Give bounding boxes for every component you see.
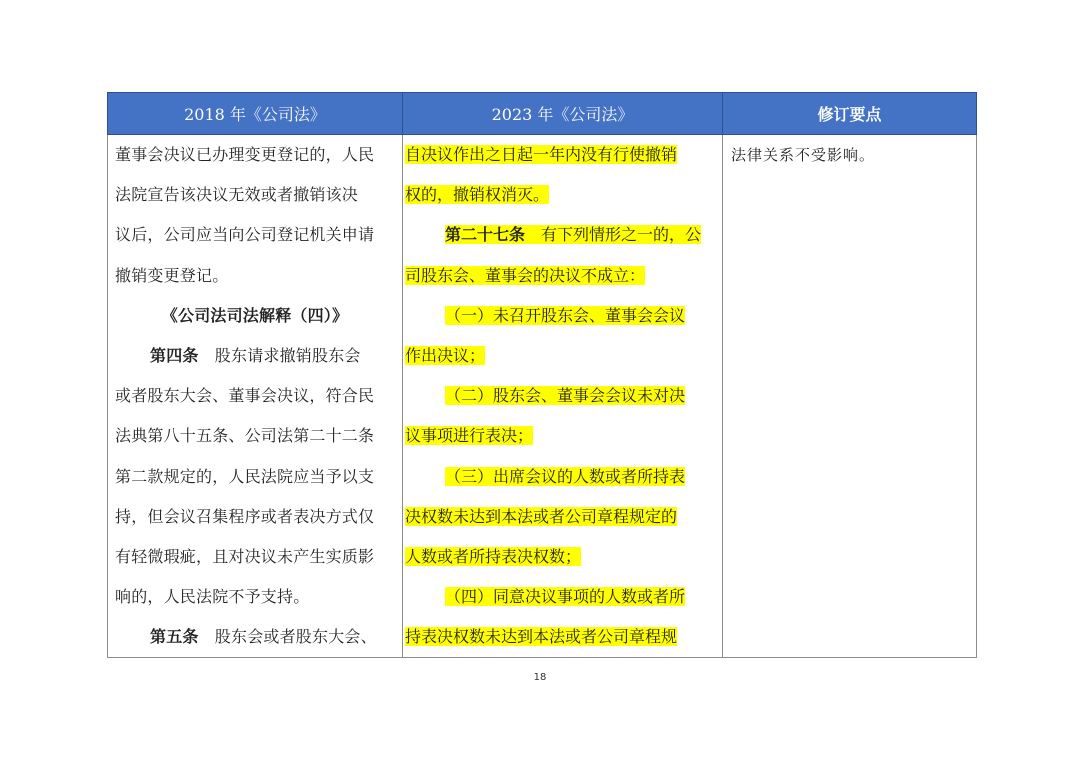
line-content [115, 225, 374, 244]
line-text: （二）股东会、董事会会议未对决 [445, 386, 686, 406]
text-line [108, 497, 402, 537]
text-line [108, 457, 402, 497]
line-content [405, 346, 485, 365]
text-line [108, 537, 402, 577]
line-text: 持，但会议召集程序或者表决方式仅 [115, 506, 375, 526]
text-line [403, 336, 722, 376]
table-row [108, 135, 977, 658]
line-text: 司股东会、董事会的决议不成立： [405, 265, 646, 285]
line-content [115, 587, 309, 606]
text-line [403, 376, 722, 416]
line-content [445, 587, 685, 606]
text-line [403, 416, 722, 456]
line-content [115, 386, 374, 405]
page-number: 18 [533, 672, 547, 683]
line-text: 撤销变更登记。 [115, 265, 229, 285]
line-text: 法律关系不受影响。 [731, 146, 876, 164]
text-line [108, 256, 402, 296]
line-content [115, 185, 358, 204]
cell-2018-law [108, 135, 403, 658]
line-content [405, 507, 677, 526]
line-content [405, 627, 677, 646]
line-content [445, 386, 685, 405]
line-text: 股东会或者股东大会、 [198, 627, 377, 647]
line-text: 自决议作出之日起一年内没有行使撤销 [405, 145, 678, 164]
line-content [405, 547, 581, 566]
comparison-table [107, 92, 977, 658]
article-number: 第四条 [150, 345, 199, 365]
text-line [108, 416, 402, 456]
line-content [405, 266, 645, 285]
line-content [405, 145, 677, 164]
article-number: 第二十七条 [445, 225, 526, 245]
line-content [150, 627, 377, 646]
line-content [445, 306, 685, 325]
line-content [115, 145, 374, 164]
text-line [108, 617, 402, 657]
line-text: 股东请求撤销股东会 [198, 345, 361, 365]
text-line [108, 135, 402, 175]
text-line [403, 537, 722, 577]
line-content [405, 185, 549, 204]
text-line [108, 215, 402, 255]
text-line [403, 497, 722, 537]
line-content [115, 547, 374, 566]
cell-revision-points [723, 135, 977, 658]
line-text: 议事项进行表决； [405, 426, 534, 446]
line-content [162, 306, 348, 325]
line-content [405, 426, 533, 445]
text-line [108, 336, 402, 376]
line-text: （四）同意决议事项的人数或者所 [445, 587, 686, 607]
line-content [115, 426, 374, 445]
text-line [108, 577, 402, 617]
line-text: 有下列情形之一的，公 [525, 225, 702, 245]
line-text: 响的，人民法院不予支持。 [115, 587, 310, 607]
line-text: 董事会决议已办理变更登记的，人民 [115, 145, 375, 164]
text-line [108, 296, 402, 336]
line-content [115, 266, 228, 285]
text-line [403, 617, 722, 657]
text-line [403, 215, 722, 255]
line-text: 持表决权数未达到本法或者公司章程规 [405, 627, 678, 647]
text-line [108, 175, 402, 215]
header-2018-law: 2018 年《公司法》 [108, 93, 403, 135]
text-line [403, 296, 722, 336]
header-revision-points: 修订要点 [723, 93, 977, 135]
cell-2023-law [403, 135, 723, 658]
text-line [403, 175, 722, 215]
line-text: 权的，撤销权消灭。 [405, 185, 550, 205]
line-text: 有轻微瑕疵，且对决议未产生实质影 [115, 546, 375, 566]
text-line [108, 376, 402, 416]
line-content [150, 346, 361, 365]
text-line [403, 457, 722, 497]
text-line [723, 135, 976, 175]
header-2023-law: 2023 年《公司法》 [403, 93, 723, 135]
line-content [731, 146, 875, 164]
line-content [115, 467, 374, 486]
line-content [445, 467, 685, 486]
line-text: 或者股东大会、董事会决议，符合民 [115, 386, 375, 406]
text-line [403, 256, 722, 296]
line-text: 决权数未达到本法或者公司章程规定的 [405, 506, 678, 526]
line-text: 人数或者所持表决权数； [405, 546, 582, 566]
line-content [115, 507, 374, 526]
line-text: （三）出席会议的人数或者所持表 [445, 466, 686, 486]
line-text: 作出决议； [405, 345, 486, 365]
line-text: 第二款规定的，人民法院应当予以支 [115, 466, 375, 486]
line-text: 《公司法司法解释（四）》 [161, 305, 349, 325]
line-text: （一）未召开股东会、董事会会议 [445, 305, 686, 325]
line-text: 法典第八十五条、公司法第二十二条 [115, 426, 375, 446]
line-text: 议后，公司应当向公司登记机关申请 [115, 225, 375, 245]
line-content [445, 225, 701, 244]
text-line [403, 577, 722, 617]
table-header-row [108, 93, 977, 135]
article-number: 第五条 [150, 627, 199, 647]
line-text: 法院宣告该决议无效或者撤销该决 [115, 185, 359, 205]
text-line [403, 135, 722, 175]
